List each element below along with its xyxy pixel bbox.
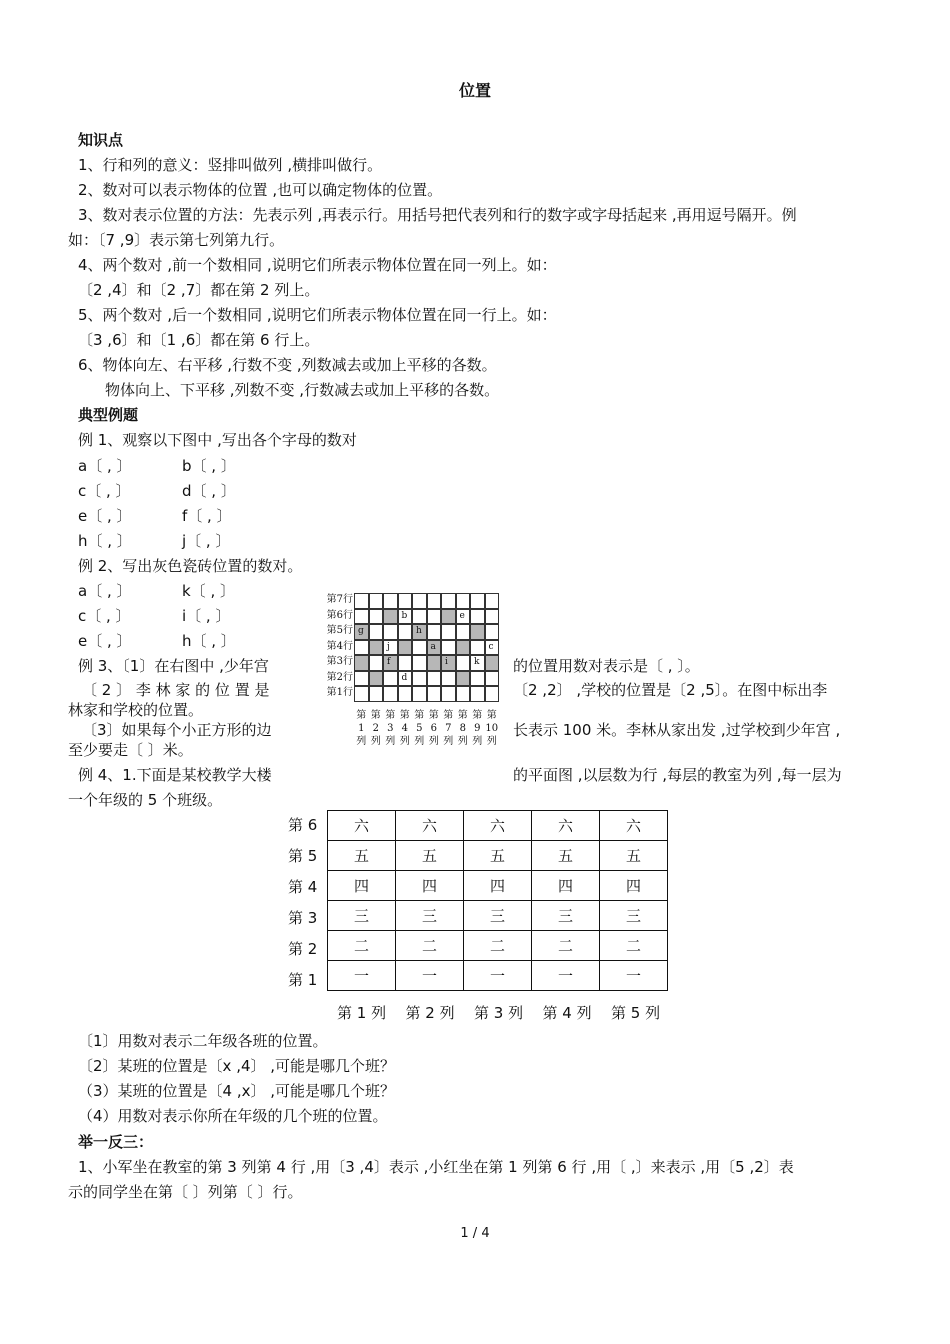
grid-letter: i [445,657,448,667]
table-cell: 三 [464,901,532,931]
grid-column-label: 3 [387,722,394,734]
ex1-answer-h: h〔 , 〕 [78,532,132,550]
table-cell: 四 [396,871,464,901]
grid-column-label: 列 [443,735,454,747]
grid-column-label: 列 [457,735,468,747]
grid-cell [485,655,500,671]
grid-cell [441,655,456,671]
ex3-line4-left: 〔3〕如果每个小正方形的边 [82,721,272,739]
grid-cell [412,686,427,702]
grid-row-label: 第1行 [326,687,353,698]
grid-column-label: 5 [416,722,423,734]
grid-cell [354,593,369,609]
grid-column-label: 7 [445,722,452,734]
grid-cell [412,655,427,671]
grid-letter: a [430,641,436,652]
building-row-label: 第 3 [288,909,318,927]
table-cell: 二 [600,931,668,961]
grid-column-label: 第 [428,709,439,721]
knowledge-item-5: 5、两个数对 ,后一个数相同 ,说明它们所表示物体位置在同一行上。如： [78,306,557,324]
knowledge-item-6-cont: 物体向上、下平移 ,列数不变 ,行数减去或加上平移的各数。 [105,381,500,399]
grid-row-label: 第5行 [326,625,353,636]
table-cell: 一 [532,961,600,991]
ex2-answer-e: e〔 , 〕 [78,632,132,650]
knowledge-heading: 知识点 [78,131,124,149]
grid-cell [470,593,485,609]
ex3-line5: 至少要走〔 〕米。 [68,741,193,759]
grid-cell [485,609,500,625]
example-2-prompt: 例 2、写出灰色瓷砖位置的数对。 [78,557,303,575]
grid-row-label: 第4行 [326,640,353,652]
grid-column-label: 第 [472,709,483,721]
knowledge-item-3: 3、数对表示位置的方法：先表示列 ,再表示行。用括号把代表列和行的数字或字母括起来 ,再用逗号隔开。例 [78,206,797,224]
ex2-answer-a: a〔 , 〕 [78,582,132,600]
grid-column-label: 第 [356,709,367,721]
grid-column-label: 列 [472,735,483,747]
grid-row-label: 第7行 [326,594,353,605]
grid-column-label: 列 [428,735,439,747]
table-row [328,811,668,841]
table-cell: 三 [532,901,600,931]
ex3-line1-left: 例 3、〔1〕在右图中 ,少年宫 [78,657,269,675]
practice-item-1: 1、小军坐在教室的第 3 列第 4 行 ,用〔3 ,4〕表示 ,小红坐在第 1 列第 6 行 ,用〔 ,〕来表示 ,用〔5 ,2〕表 [78,1158,794,1176]
table-cell: 六 [396,811,464,841]
grid-cell [427,624,442,640]
grid-cell [369,640,384,656]
grid-column-label: 4 [401,722,408,734]
grid-cell [354,686,369,702]
table-cell: 五 [396,841,464,871]
grid-cell [427,609,442,625]
ex4-question-2: 〔2〕某班的位置是〔x ,4〕 ,可能是哪几个班？ [78,1057,396,1075]
grid-cell [383,671,398,687]
table-cell: 二 [464,931,532,961]
ex4-line1-left: 例 4、1.下面是某校教学大楼 [78,766,272,784]
grid-cell [456,655,471,671]
building-row-label: 第 4 [288,878,318,896]
grid-cell [398,655,413,671]
grid-row-label: 第2行 [326,671,353,683]
grid-cell [441,609,456,625]
grid-cell [383,593,398,609]
grid-column-label: 6 [430,722,437,734]
grid-cell [485,624,500,640]
grid-cell [412,671,427,687]
table-cell: 二 [532,931,600,961]
table-cell: 五 [328,841,396,871]
grid-cell [427,671,442,687]
grid-cell [470,671,485,687]
ex1-answer-d: d〔 , 〕 [182,482,236,500]
page-title: 位置 [458,81,491,100]
grid-column-label: 第 [486,709,497,721]
ex3-line3: 林家和学校的位置。 [68,701,204,719]
grid-cell [412,593,427,609]
table-cell: 二 [396,931,464,961]
tile-grid-figure [320,591,500,761]
grid-cell [398,640,413,656]
building-row-label: 第 5 [288,847,318,865]
ex1-answer-b: b〔 , 〕 [182,457,236,475]
ex2-answer-k: k〔 , 〕 [182,582,235,600]
building-row-label: 第 2 [288,940,318,958]
grid-column-label: 第 [443,709,454,721]
grid-cell [456,593,471,609]
grid-column-label: 列 [414,735,425,747]
ex4-line2: 一个年级的 5 个班级。 [68,791,223,809]
table-cell: 四 [464,871,532,901]
grid-column-label: 9 [474,722,481,734]
table-cell: 四 [600,871,668,901]
ex4-line1-right: 的平面图 ,以层数为行 ,每层的教室为列 ,每一层为 [513,766,842,784]
table-cell: 五 [464,841,532,871]
grid-row-label: 第3行 [326,656,353,667]
grid-row-label: 第6行 [326,609,353,621]
table-row [328,901,668,931]
grid-column-label: 列 [385,735,396,747]
grid-cell [470,640,485,656]
grid-cell [441,593,456,609]
grid-cell [354,655,369,671]
grid-cell [485,686,500,702]
grid-cell [470,609,485,625]
grid-cell [470,624,485,640]
grid-column-label: 8 [459,722,466,734]
ex2-answer-i: i〔 , 〕 [182,607,231,625]
grid-column-label: 第 [399,709,410,721]
ex1-answer-f: f〔 , 〕 [182,507,232,525]
knowledge-item-6: 6、物体向左、右平移 ,行数不变 ,列数减去或加上平移的各数。 [78,356,497,374]
grid-cell [456,671,471,687]
table-cell: 三 [600,901,668,931]
grid-cell [456,624,471,640]
grid-cell [369,686,384,702]
grid-cell [441,686,456,702]
grid-letter: f [387,657,391,667]
grid-letter: j [387,641,390,652]
table-cell: 三 [396,901,464,931]
building-column-label: 第 1 列 [337,1004,387,1022]
grid-cell [398,624,413,640]
table-cell: 四 [532,871,600,901]
ex4-question-1: 〔1〕用数对表示二年级各班的位置。 [78,1032,328,1050]
grid-column-label: 第 [414,709,425,721]
grid-cell [456,686,471,702]
grid-column-label: 2 [372,722,379,734]
example-1-prompt: 例 1、观察以下图中 ,写出各个字母的数对 [78,431,357,449]
grid-column-label: 第 [457,709,468,721]
grid-cell [412,609,427,625]
grid-cell [470,686,485,702]
table-cell: 六 [600,811,668,841]
grid-cell [383,624,398,640]
ex1-answer-c: c〔 , 〕 [78,482,131,500]
building-column-label: 第 5 列 [611,1004,661,1022]
grid-column-label: 列 [356,735,367,747]
building-row-label: 第 6 [288,816,318,834]
table-cell: 三 [328,901,396,931]
table-row [328,931,668,961]
ex2-answer-h: h〔 , 〕 [182,632,236,650]
table-cell: 六 [328,811,396,841]
building-column-label: 第 3 列 [474,1004,524,1022]
ex3-line1-right: 的位置用数对表示是〔 , 〕。 [513,657,700,675]
ex4-question-4: （4）用数对表示你所在年级的几个班的位置。 [78,1107,388,1125]
table-cell: 二 [328,931,396,961]
table-cell: 六 [532,811,600,841]
ex4-question-3: （3）某班的位置是〔4 ,x〕 ,可能是哪几个班？ [78,1082,396,1100]
grid-cell [485,671,500,687]
grid-cell [441,624,456,640]
grid-cell [412,640,427,656]
grid-cell [485,593,500,609]
grid-column-label: 列 [486,735,497,747]
grid-column-label: 第 [385,709,396,721]
grid-cell [369,624,384,640]
table-cell: 一 [464,961,532,991]
grid-cell [383,640,398,656]
building-row-label: 第 1 [288,971,318,989]
grid-letter: d [401,672,408,683]
grid-letter: g [358,626,364,636]
ex1-answer-j: j〔 , 〕 [182,532,231,550]
grid-letter: k [474,657,480,667]
page-number: 1 / 4 [460,1226,490,1241]
practice-heading: 举一反三： [78,1133,154,1151]
grid-cell [398,593,413,609]
grid-cell [427,686,442,702]
grid-letter: e [459,610,465,621]
grid-column-label: 列 [370,735,381,747]
ex3-line4-right: 长表示 100 米。李林从家出发 ,过学校到少年宫 , [513,721,841,739]
ex3-line2-right: 〔2 ,2〕 ,学校的位置是〔2 ,5〕。在图中标出李 [513,681,828,699]
table-row [328,841,668,871]
table-cell: 五 [600,841,668,871]
table-row [328,961,668,991]
table-cell: 一 [600,961,668,991]
grid-cell [441,671,456,687]
grid-cell [354,671,369,687]
grid-cell [383,686,398,702]
grid-cell [369,671,384,687]
grid-cell [441,640,456,656]
building-table [327,810,668,991]
grid-letter: h [416,626,422,636]
grid-cell [369,593,384,609]
grid-cell [369,609,384,625]
grid-cell [354,609,369,625]
building-column-label: 第 4 列 [542,1004,592,1022]
grid-cell [383,609,398,625]
building-column-label: 第 2 列 [405,1004,455,1022]
examples-heading: 典型例题 [78,406,139,424]
knowledge-item-5-cont: 〔3 ,6〕和〔1 ,6〕都在第 6 行上。 [78,331,320,349]
grid-cell [398,686,413,702]
grid-column-label: 1 [358,722,365,734]
grid-cell [427,593,442,609]
table-cell: 六 [464,811,532,841]
knowledge-item-4: 4、两个数对 ,前一个数相同 ,说明它们所表示物体位置在同一列上。如： [78,256,557,274]
knowledge-item-4-cont: 〔2 ,4〕和〔2 ,7〕都在第 2 列上。 [78,281,320,299]
grid-column-label: 10 [485,722,499,734]
table-cell: 一 [396,961,464,991]
ex1-answer-a: a〔 , 〕 [78,457,132,475]
grid-letter: b [401,610,408,621]
grid-column-label: 第 [370,709,381,721]
table-cell: 五 [532,841,600,871]
table-row [328,871,668,901]
knowledge-item-3-cont: 如：〔7 ,9〕表示第七列第九行。 [68,231,285,249]
knowledge-item-1: 1、行和列的意义：竖排叫做列 ,横排叫做行。 [78,156,383,174]
table-cell: 一 [328,961,396,991]
table-cell: 四 [328,871,396,901]
grid-cell [456,640,471,656]
grid-cell [354,640,369,656]
ex3-line2-left: 〔 2 〕 李 林 家 的 位 置 是 [82,681,270,699]
grid-column-label: 列 [399,735,410,747]
practice-item-1-cont: 示的同学坐在第〔 〕列第〔 〕行。 [68,1183,303,1201]
grid-cell [427,655,442,671]
grid-letter: c [488,641,494,652]
knowledge-item-2: 2、数对可以表示物体的位置 ,也可以确定物体的位置。 [78,181,443,199]
ex2-answer-c: c〔 , 〕 [78,607,131,625]
ex1-answer-e: e〔 , 〕 [78,507,132,525]
grid-cell [369,655,384,671]
